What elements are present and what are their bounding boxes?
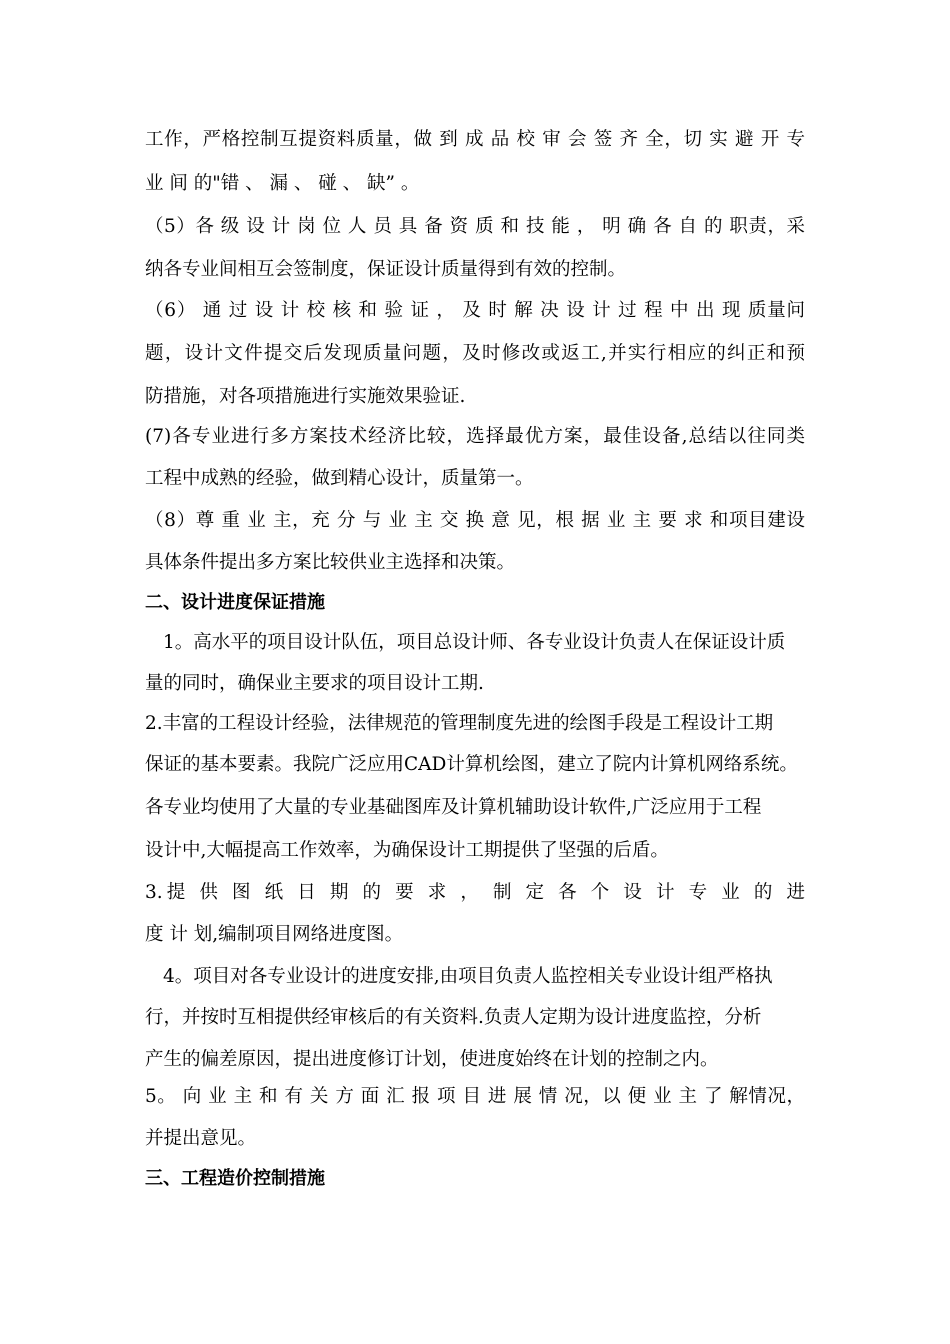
paragraph-line: 保证的基本要素。我院广泛应用CAD计算机绘图，建立了院内计算机网络系统。 bbox=[145, 754, 798, 775]
section-heading: 三、工程造价控制措施 bbox=[145, 1168, 325, 1189]
paragraph-line: 产生的偏差原因，提出进度修订计划，使进度始终在计划的控制之内。 bbox=[145, 1049, 719, 1070]
paragraph-line: 2.丰富的工程设计经验，法律规范的管理制度先进的绘图手段是工程设计工期 bbox=[145, 713, 774, 734]
paragraph-line: 5。 向 业 主 和 有 关 方 面 汇 报 项 目 进 展 情 况，以 便 业 主 了 解情况， bbox=[145, 1086, 805, 1107]
paragraph-line: 行，并按时互相提供经审核后的有关资料.负责人定期为设计进度监控，分析 bbox=[145, 1007, 762, 1028]
paragraph-line: 工作，严格控制互提资料质量，做 到 成 品 校 审 会 签 齐 全，切 实 避 开 专 bbox=[145, 129, 805, 150]
paragraph-line: 各专业均使用了大量的专业基础图库及计算机辅助设计软件,广泛应用于工程 bbox=[145, 797, 762, 818]
paragraph-line: （6） 通 过 设 计 校 核 和 验 证 ， 及 时 解 决 设 计 过 程 中 出 现 质量问 bbox=[145, 300, 805, 321]
paragraph-line: （5）各 级 设 计 岗 位 人 员 具 备 资 质 和 技 能 ， 明 确 各 自 的 职责，采 bbox=[145, 216, 805, 237]
paragraph-line: 纳各专业间相互会签制度，保证设计质量得到有效的控制。 bbox=[145, 259, 627, 280]
paragraph-line: (7)各专业进行多方案技术经济比较，选择最优方案，最佳设备,总结以往同类 bbox=[145, 426, 805, 447]
paragraph-line: 业 间 的"错 、 漏 、 碰 、 缺” 。 bbox=[145, 173, 420, 194]
section-heading: 二、设计进度保证措施 bbox=[145, 592, 325, 613]
paragraph-line: 防措施，对各项措施进行实施效果验证. bbox=[145, 386, 466, 407]
paragraph-line: 4。项目对各专业设计的进度安排,由项目负责人监控相关专业设计组严格执 bbox=[163, 966, 773, 987]
paragraph-line: 度 计 划,编制项目网络进度图。 bbox=[145, 924, 404, 945]
paragraph-line: 设计中,大幅提高工作效率，为确保设计工期提供了坚强的后盾。 bbox=[145, 840, 669, 861]
paragraph-line: （8）尊 重 业 主，充 分 与 业 主 交 换 意 见，根 据 业 主 要 求 和项目建设 bbox=[145, 510, 805, 531]
paragraph-line: 3.提 供 图 纸 日 期 的 要 求 ， 制 定 各 个 设 计 专 业 的 进 bbox=[145, 882, 805, 903]
paragraph-line: 1。高水平的项目设计队伍，项目总设计师、各专业设计负责人在保证设计质 bbox=[163, 632, 786, 653]
paragraph-line: 量的同时，确保业主要求的项目设计工期. bbox=[145, 673, 484, 694]
paragraph-line: 工程中成熟的经验，做到精心设计，质量第一。 bbox=[145, 468, 534, 489]
paragraph-line: 题，设计文件提交后发现质量问题，及时修改或返工,并实行相应的纠正和预 bbox=[145, 343, 805, 364]
paragraph-line: 并提出意见。 bbox=[145, 1128, 257, 1149]
paragraph-line: 具体条件提出多方案比较供业主选择和决策。 bbox=[145, 552, 516, 573]
